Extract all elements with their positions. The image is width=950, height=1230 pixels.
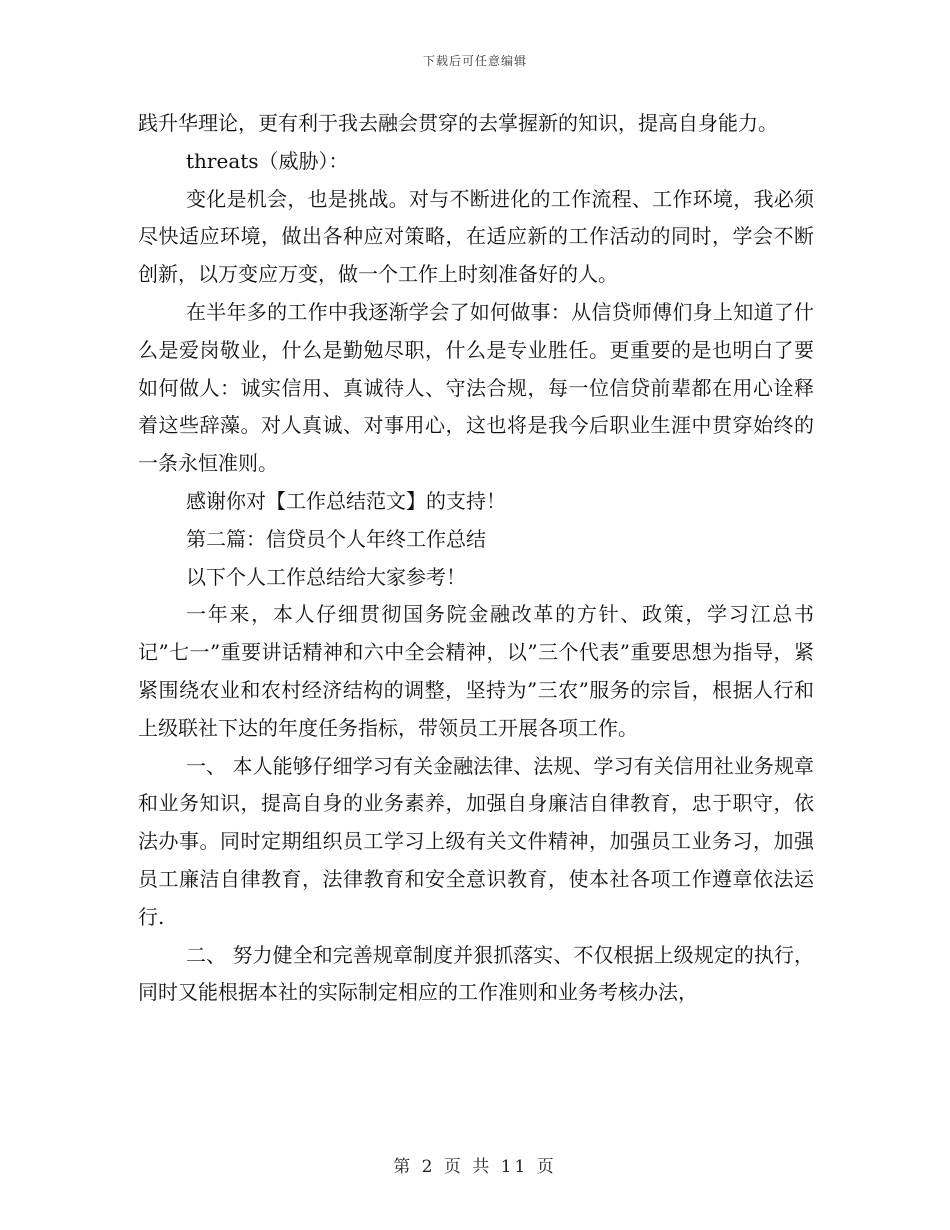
paragraph: 感谢你对【工作总结范文】的支持！ — [186, 488, 506, 513]
paragraph: 一年来，本人仔细贯彻国务院金融改革的方针、政策，学习江总书记”七一”重要讲话精神和六中全会精神，以”三个代表”重要思想为指导，紧紧围绕农业和农村经济结构的调整，坚持为”三农”服务的宗旨，根据人行和上级联社下达的年度任务指标，带领员工开展各项工作。 — [138, 602, 814, 740]
paragraph: 一、 本人能够仔细学习有关金融法律、法规、学习有关信用社业务规章和业务知识，提高自身的业务素养，加强自身廉洁自律教育，忠于职守，依法办事。同时定期组织员工学习上级有关文件精神，加强员工业务习，加强员工廉洁自律教育，法律教育和安全意识教育，使本社各项工作遵章依法运行. — [138, 753, 814, 929]
paragraph: 在半年多的工作中我逐渐学会了如何做事：从信贷师傅们身上知道了什么是爱岗敬业，什么是勤勉尽职，什么是专业胜任。更重要的是也明白了要如何做人：诚实信用、真诚待人、守法合规，每一位信贷前辈都在用心诠释着这些辞藻。对人真诚、对事用心，这也将是我今后职业生涯中贯穿始终的一条永恒准则。 — [138, 299, 814, 476]
paragraph: 践升华理论，更有利于我去融会贯穿的去掌握新的知识，提高自身能力。 — [138, 111, 778, 135]
document-body — [138, 105, 814, 1012]
paragraph: threats（威胁）： — [186, 148, 349, 173]
section-heading: 第二篇：信贷员个人年终工作总结 — [186, 526, 486, 551]
page-number: 第 2 页 共 11 页 — [393, 1157, 557, 1177]
paragraph: 以下个人工作总结给大家参考！ — [186, 564, 466, 589]
paragraph: 变化是机会，也是挑战。对与不断进化的工作流程、工作环境，我必须尽快适应环境，做出各种应对策略，在适应新的工作活动的同时，学会不断创新，以万变应万变，做一个工作上时刻准备好的人。 — [138, 186, 814, 287]
paragraph: 二、 努力健全和完善规章制度并狠抓落实、不仅根据上级规定的执行，同时又能根据本社的实际制定相应的工作准则和业务考核办法， — [138, 942, 814, 1005]
page-header: 下载后可任意编辑 — [422, 54, 527, 68]
